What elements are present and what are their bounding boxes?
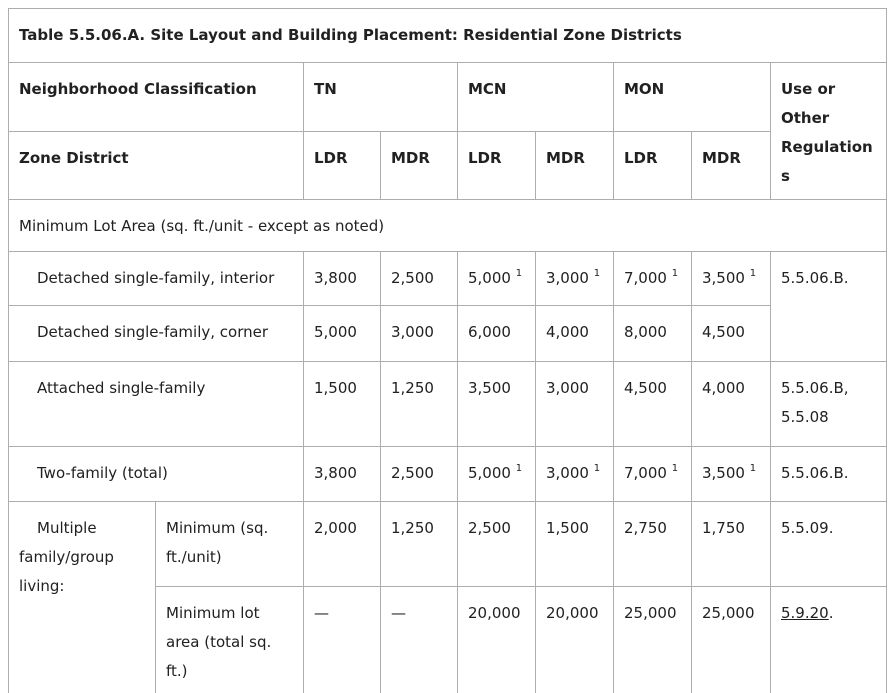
header-subcol-mdr: MDR <box>692 132 771 200</box>
header-row-neighborhood <box>9 63 887 132</box>
table-row <box>9 447 887 502</box>
table-row <box>9 306 887 362</box>
footnote-ref: 1 <box>515 463 523 474</box>
regulation-link[interactable]: 5.9.20 <box>781 604 829 622</box>
value-cell: 3,000 $^1$ <box>536 252 614 306</box>
footnote-ref: 1 <box>593 268 601 279</box>
value-cell: — <box>381 587 458 693</box>
regulation-cell: 5.5.09. <box>771 502 887 587</box>
header-subcol-ldr: LDR <box>304 132 381 200</box>
footnote-ref: 1 <box>515 268 523 279</box>
footnote-ref: 1 <box>593 463 601 474</box>
value-cell: 3,500 $^1$ <box>692 252 771 306</box>
header-subcol-ldr: LDR <box>614 132 692 200</box>
value-cell: 5,000 $^1$ <box>458 447 536 502</box>
header-group-mon: MON <box>614 63 771 132</box>
table-row <box>9 252 887 306</box>
row-sublabel: Minimum lot area (total sq. ft.) <box>156 587 304 693</box>
header-zone-district: Zone District <box>9 132 304 200</box>
value-cell: 3,500 <box>458 362 536 447</box>
value-cell: 20,000 <box>536 587 614 693</box>
footnote-ref: 1 <box>749 463 757 474</box>
footnote-ref: 1 <box>671 463 679 474</box>
header-row-zone-district <box>9 132 887 200</box>
row-label: Two-family (total) <box>9 447 304 502</box>
value-cell: 1,750 <box>692 502 771 587</box>
value-cell: 4,000 <box>536 306 614 362</box>
header-neighborhood-classification: Neighborhood Classification <box>9 63 304 132</box>
value-cell: 3,800 <box>304 252 381 306</box>
regulation-cell: 5.5.06.B. <box>771 252 887 362</box>
value-cell: 5,000 $^1$ <box>458 252 536 306</box>
value-cell: 3,000 <box>381 306 458 362</box>
table-title: Table 5.5.06.A. Site Layout and Building Placement: Residential Zone Districts <box>9 9 887 63</box>
value-cell: 7,000 $^1$ <box>614 447 692 502</box>
header-subcol-mdr: MDR <box>381 132 458 200</box>
regulation-cell: 5.5.06.B. <box>771 447 887 502</box>
table-row <box>9 362 887 447</box>
header-group-mcn: MCN <box>458 63 614 132</box>
value-cell: 3,500 $^1$ <box>692 447 771 502</box>
value-cell: 3,800 <box>304 447 381 502</box>
header-subcol-mdr: MDR <box>536 132 614 200</box>
value-cell: 1,250 <box>381 362 458 447</box>
value-cell: 1,500 <box>536 502 614 587</box>
table-row <box>9 502 887 587</box>
value-cell: 4,000 <box>692 362 771 447</box>
row-label: Attached single-family <box>9 362 304 447</box>
value-cell: 7,000 $^1$ <box>614 252 692 306</box>
group-label: Multiple family/group living: <box>9 502 156 693</box>
value-cell: 1,250 <box>381 502 458 587</box>
table-title-row <box>9 9 887 63</box>
row-label: Detached single-family, corner <box>9 306 304 362</box>
value-cell: 2,500 <box>381 252 458 306</box>
value-cell: 2,500 <box>458 502 536 587</box>
header-rows <box>9 9 887 252</box>
value-cell: 2,750 <box>614 502 692 587</box>
row-label: Detached single-family, interior <box>9 252 304 306</box>
regulation-cell: 5.9.20. <box>771 587 887 693</box>
value-cell: 2,000 <box>304 502 381 587</box>
row-sublabel: Minimum (sq. ft./unit) <box>156 502 304 587</box>
zoning-table <box>8 8 887 693</box>
value-cell: 4,500 <box>692 306 771 362</box>
value-cell: 1,500 <box>304 362 381 447</box>
value-cell: 3,000 $^1$ <box>536 447 614 502</box>
value-cell: 2,500 <box>381 447 458 502</box>
header-subcol-ldr: LDR <box>458 132 536 200</box>
footnote-ref: 1 <box>671 268 679 279</box>
value-cell: 4,500 <box>614 362 692 447</box>
value-cell: 25,000 <box>692 587 771 693</box>
header-group-tn: TN <box>304 63 458 132</box>
header-use-or-other-regulations: Use or Other Regulations <box>771 63 887 200</box>
value-cell: — <box>304 587 381 693</box>
data-rows <box>9 252 887 693</box>
value-cell: 25,000 <box>614 587 692 693</box>
section-label: Minimum Lot Area (sq. ft./unit - except as noted) <box>9 200 887 252</box>
regulation-cell: 5.5.06.B, 5.5.08 <box>771 362 887 447</box>
value-cell: 20,000 <box>458 587 536 693</box>
value-cell: 6,000 <box>458 306 536 362</box>
footnote-ref: 1 <box>749 268 757 279</box>
value-cell: 5,000 <box>304 306 381 362</box>
value-cell: 3,000 <box>536 362 614 447</box>
section-row-minimum-lot-area <box>9 200 887 252</box>
value-cell: 8,000 <box>614 306 692 362</box>
